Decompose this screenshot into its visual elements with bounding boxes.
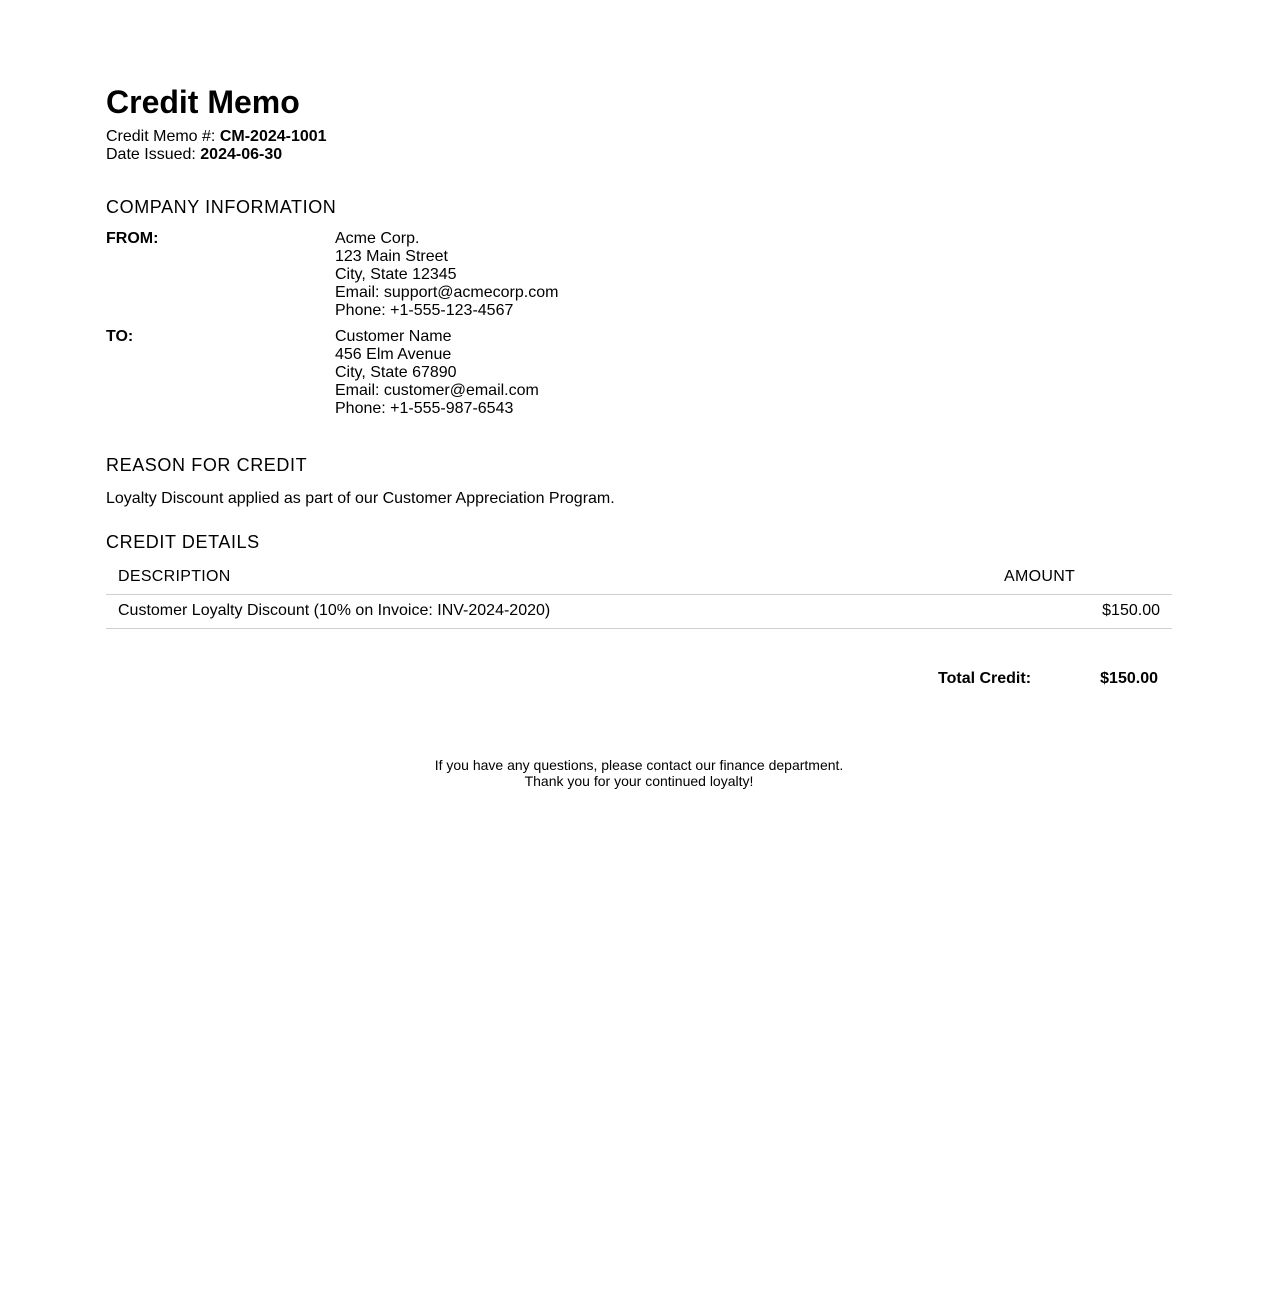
amount-column-header: AMOUNT xyxy=(992,568,1172,595)
footer-line-1: If you have any questions, please contact our finance department. xyxy=(434,757,844,773)
from-party xyxy=(106,230,1172,320)
description-column-header: DESCRIPTION xyxy=(106,568,992,595)
table-header-row xyxy=(106,568,1172,595)
footer-note xyxy=(106,757,1172,789)
company-info-title: COMPANY INFORMATION xyxy=(106,197,337,217)
memo-date-label: Date Issued: xyxy=(106,146,196,163)
memo-date-value: 2024-06-30 xyxy=(200,146,283,163)
table-row xyxy=(106,595,1172,629)
page-title: Credit Memo xyxy=(106,84,300,120)
to-line: Customer Name xyxy=(335,328,452,345)
from-line: 123 Main Street xyxy=(335,248,448,265)
reason-text: Loyalty Discount applied as part of our Customer Appreciation Program. xyxy=(106,490,615,507)
to-label: TO: xyxy=(106,328,134,345)
memo-number-value: CM-2024-1001 xyxy=(219,128,327,145)
total-credit-value: $150.00 xyxy=(1100,670,1158,687)
memo-number-line xyxy=(106,128,1172,146)
to-line: Email: customer@email.com xyxy=(335,382,539,399)
row-amount: $150.00 xyxy=(992,595,1172,629)
memo-number-label: Credit Memo #: xyxy=(106,128,216,145)
memo-date-line xyxy=(106,146,1172,164)
to-address xyxy=(335,328,539,418)
credit-memo-page xyxy=(106,0,1172,789)
to-line: Phone: +1-555-987-6543 xyxy=(335,400,514,417)
total-credit xyxy=(106,670,1172,688)
from-address xyxy=(335,230,558,320)
from-line: Acme Corp. xyxy=(335,230,420,247)
to-party xyxy=(106,328,1172,418)
reason-title: REASON FOR CREDIT xyxy=(106,455,308,475)
total-credit-label: Total Credit: xyxy=(938,670,1032,687)
row-description: Customer Loyalty Discount (10% on Invoice: INV-2024-2020) xyxy=(106,595,992,629)
from-line: Email: support@acmecorp.com xyxy=(335,284,559,301)
footer-line-2: Thank you for your continued loyalty! xyxy=(524,773,754,789)
from-line: City, State 12345 xyxy=(335,266,457,283)
credit-details-title: CREDIT DETAILS xyxy=(106,532,260,552)
credit-details-table xyxy=(106,568,1172,629)
memo-meta xyxy=(106,128,1172,164)
to-line: 456 Elm Avenue xyxy=(335,346,452,363)
to-line: City, State 67890 xyxy=(335,364,457,381)
from-label: FROM: xyxy=(106,230,159,247)
from-line: Phone: +1-555-123-4567 xyxy=(335,302,514,319)
